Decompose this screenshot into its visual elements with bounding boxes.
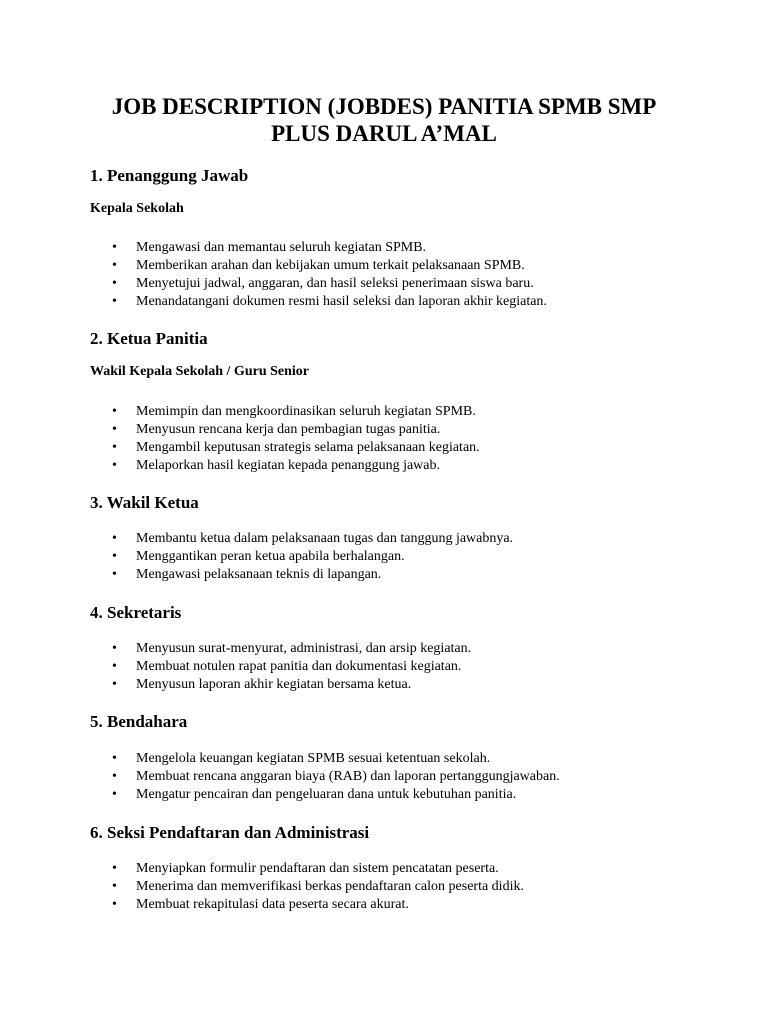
list-item: • Melaporkan hasil kegiatan kepada penanggung jawab. — [90, 457, 730, 475]
duty-list — [90, 640, 730, 694]
list-item: • Menandatangani dokumen resmi hasil seleksi dan laporan akhir kegiatan. — [90, 293, 730, 311]
section-heading: 6. Seksi Pendaftaran dan Administrasi — [90, 823, 370, 842]
section-heading: 2. Ketua Panitia — [90, 329, 208, 348]
list-item: • Membuat rekapitulasi data peserta secara akurat. — [90, 896, 730, 914]
section-bendahara — [90, 712, 730, 802]
section-subheading: Kepala Sekolah — [90, 201, 184, 216]
section-heading: 3. Wakil Ketua — [90, 493, 199, 512]
list-item: • Mengelola keuangan kegiatan SPMB sesuai ketentuan sekolah. — [90, 750, 730, 768]
duty-list — [90, 403, 730, 475]
section-ketua-panitia — [90, 329, 730, 473]
list-item: • Memberikan arahan dan kebijakan umum terkait pelaksanaan SPMB. — [90, 257, 730, 275]
list-item: • Menggantikan peran ketua apabila berhalangan. — [90, 548, 730, 566]
list-item: • Menyusun surat-menyurat, administrasi, dan arsip kegiatan. — [90, 640, 730, 658]
duty-list — [90, 750, 730, 804]
list-item: • Menyusun rencana kerja dan pembagian tugas panitia. — [90, 421, 730, 439]
list-item: • Membantu ketua dalam pelaksanaan tugas dan tanggung jawabnya. — [90, 530, 730, 548]
list-item: • Mengatur pencairan dan pengeluaran dana untuk kebutuhan panitia. — [90, 786, 730, 804]
section-heading: 1. Penanggung Jawab — [90, 166, 249, 185]
list-item: • Memimpin dan mengkoordinasikan seluruh kegiatan SPMB. — [90, 403, 730, 421]
duty-list — [90, 239, 730, 311]
section-pendaftaran-administrasi — [90, 823, 730, 912]
list-item: • Membuat rencana anggaran biaya (RAB) dan laporan pertanggungjawaban. — [90, 768, 730, 786]
section-penanggung-jawab — [90, 166, 730, 309]
duty-list — [90, 530, 730, 584]
document-title — [60, 93, 708, 147]
title-line-2: PLUS DARUL A’MAL — [271, 121, 497, 146]
list-item: • Menyiapkan formulir pendaftaran dan sistem pencatatan peserta. — [90, 860, 730, 878]
title-line-1: JOB DESCRIPTION (JOBDES) PANITIA SPMB SMP — [111, 94, 657, 119]
section-heading: 4. Sekretaris — [90, 603, 182, 622]
list-item: • Membuat notulen rapat panitia dan dokumentasi kegiatan. — [90, 658, 730, 676]
section-heading: 5. Bendahara — [90, 712, 188, 731]
list-item: • Menyetujui jadwal, anggaran, dan hasil seleksi penerimaan siswa baru. — [90, 275, 730, 293]
list-item: • Menyusun laporan akhir kegiatan bersama ketua. — [90, 676, 730, 694]
list-item: • Mengawasi dan memantau seluruh kegiatan SPMB. — [90, 239, 730, 257]
section-subheading: Wakil Kepala Sekolah / Guru Senior — [90, 364, 309, 379]
duty-list — [90, 860, 730, 914]
list-item: • Menerima dan memverifikasi berkas pendaftaran calon peserta didik. — [90, 878, 730, 896]
list-item: • Mengawasi pelaksanaan teknis di lapangan. — [90, 566, 730, 584]
list-item: • Mengambil keputusan strategis selama pelaksanaan kegiatan. — [90, 439, 730, 457]
section-sekretaris — [90, 603, 730, 692]
section-wakil-ketua — [90, 493, 730, 582]
